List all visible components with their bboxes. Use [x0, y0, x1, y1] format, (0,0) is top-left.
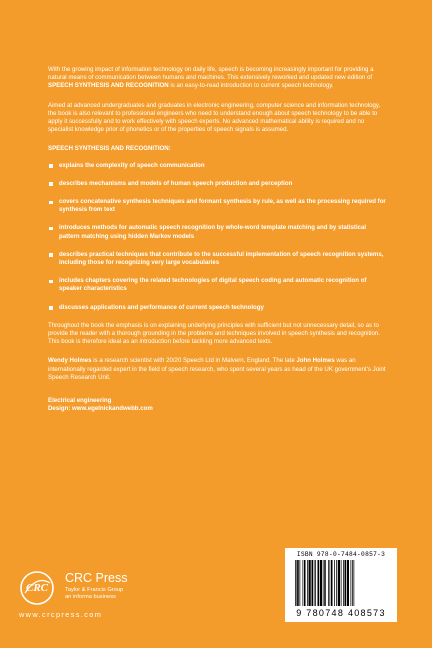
- feature-item: describes practical techniques that contribute to the successful implementation of speech recognition systems, including those for recognizing very large vocabularies: [48, 251, 386, 267]
- design-credit: Design: www.egelnickandwebb.com: [48, 405, 153, 413]
- author-name: John Holmes: [296, 357, 335, 365]
- intro-paragraph: [48, 66, 386, 91]
- crc-logo-icon: [19, 571, 55, 605]
- barcode-number: 9 780748 408573: [296, 608, 386, 618]
- publisher-logo: [19, 571, 219, 621]
- author-paragraph: [48, 357, 386, 382]
- intro-text-end: is an easy-to-read introduction to current speech technology.: [168, 82, 334, 90]
- feature-item: includes chapters covering the related technologies of digital speech coding and automatic recognition of speaker characteristics: [48, 277, 386, 293]
- feature-item: covers concatenative synthesis techniques and formant synthesis by rule, as well as the processing required for synthesis from text: [48, 198, 386, 214]
- book-title-inline: SPEECH SYNTHESIS AND RECOGNITION: [48, 82, 169, 90]
- isbn-label: ISBN 978-0-7484-0857-3: [296, 551, 386, 558]
- audience-paragraph: Aimed at advanced undergraduates and graduates in electronic engineering, computer science and information technology, the book is also relevant to professional engineers who need to understand enough about speech technology to be able to apply it successfully and to work effectively with speech experts. No advanced mathematical ability is required and no specialist knowledge prior of phonetics or of the properties of speech signals is assumed.: [48, 101, 381, 134]
- feature-list: [48, 162, 386, 312]
- barcode-bars: [295, 560, 387, 608]
- feature-item: introduces methods for automatic speech recognition by whole-word template matching and by statistical pattern matching using hidden Markov models: [48, 224, 386, 240]
- summary-paragraph: Throughout the book the emphasis is on explaining underlying principles with sufficient but not unnecessary detail, so as to provide the reader with a thorough grounding in the problems and techniques involved in speech synthesis and recognition. This book is therefore ideal as an introduction before tackling more advanced texts.: [48, 321, 380, 346]
- author-name: Wendy Holmes: [48, 357, 92, 365]
- feature-item: discusses applications and performance of current speech technology: [48, 304, 386, 312]
- back-cover-text: [48, 66, 386, 413]
- subject-category: Electrical engineering: [48, 397, 112, 405]
- feature-item: explains the complexity of speech communication: [48, 162, 386, 170]
- svg-text:CRC: CRC: [25, 582, 49, 594]
- author-bio: is a research scientist with 20/20 Speech Ltd in Malvern, England. The late: [91, 357, 297, 365]
- feature-item: describes mechanisms and models of human speech production and perception: [48, 180, 386, 188]
- features-heading: SPEECH SYNTHESIS AND RECOGNITION:: [48, 145, 171, 153]
- intro-text: With the growing impact of information technology on daily life, speech is becoming increasingly important for providing a natural means of communication between humans and machines. This extensively reworked and updated new edition of: [48, 66, 374, 82]
- publisher-group: Taylor & Francis Group: [65, 587, 124, 593]
- author-bio: was an internationally regarded expert in the field of speech research, who spent several years as head of the UK government's Joint Speech Research Unit.: [48, 357, 386, 381]
- publisher-name: CRC Press: [65, 571, 128, 585]
- publisher-tagline: an informa business: [65, 594, 116, 600]
- publisher-url: www.crcpress.com: [19, 610, 103, 619]
- isbn-barcode: [285, 548, 397, 622]
